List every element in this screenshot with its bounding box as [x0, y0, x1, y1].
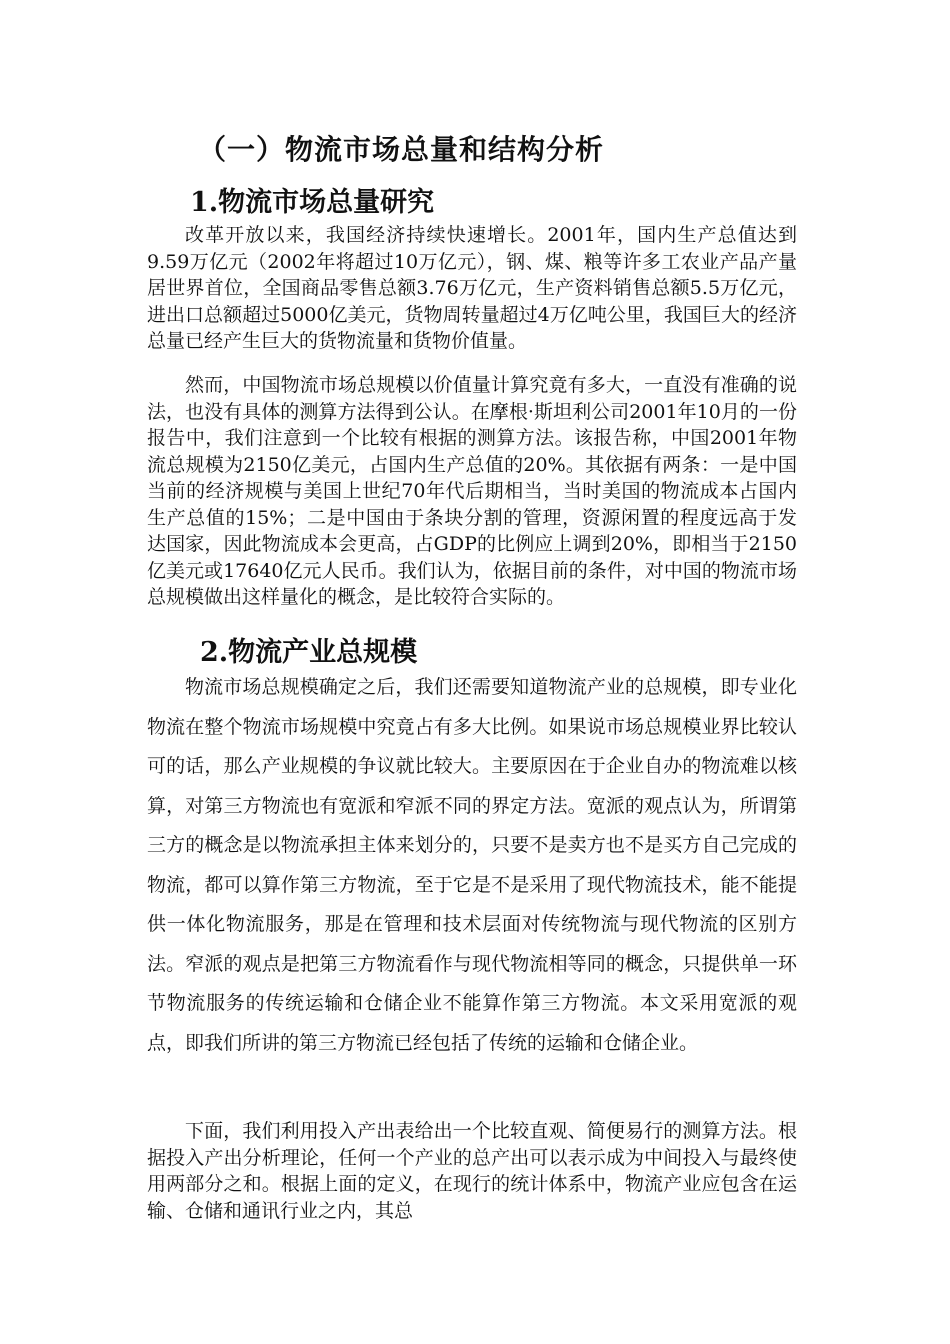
section-title: （一）物流市场总量和结构分析	[198, 133, 605, 166]
subsection-heading-1: 1.物流市场总量研究	[190, 187, 435, 218]
paragraph-industry-scale: 物流市场总规模确定之后，我们还需要知道物流产业的总规模，即专业化物流在整个物流市场规模中究竟占有多大比例。如果说市场总规模业界比较认可的话，那么产业规模的争议就比较大。主要原因在于企业自办的物流难以核算，对第三方物流也有宽派和窄派不同的界定方法。宽派的观点认为，所谓第三方的概念是以物流承担主体来划分的，只要不是卖方也不是买方自己完成的物流，都可以算作第三方物流，至于它是不是采用了现代物流技术，能不能提供一体化物流服务，那是在管理和技术层面对传统物流与现代物流的区别方法。窄派的观点是把第三方物流看作与现代物流相等同的概念，只提供单一环节物流服务的传统运输和仓储企业不能算作第三方物流。本文采用宽派的观点，即我们所讲的第三方物流已经包括了传统的运输和仓储企业。	[147, 676, 797, 1054]
paragraph-economic-growth: 改革开放以来，我国经济持续快速增长。2001年，国内生产总值达到9.59万亿元（2002年将超过10万亿元），钢、煤、粮等许多工农业产品产量居世界首位，全国商品零售总额3.76万亿元，生产资料销售总额5.5万亿元，进出口总额超过5000亿美元，货物周转量超过4万亿吨公里，我国巨大的经济总量已经产生巨大的货物流量和货物价值量。	[147, 224, 797, 352]
subsection-heading-2: 2.物流产业总规模	[200, 637, 418, 668]
paragraph-input-output-method: 下面，我们利用投入产出表给出一个比较直观、简便易行的测算方法。根据投入产出分析理论，任何一个产业的总产出可以表示成为中间投入与最终使用两部分之和。根据上面的定义，在现行的统计体系中，物流产业应包含在运输、仓储和通讯行业之内，其总	[147, 1120, 797, 1222]
paragraph-market-scale: 然而，中国物流市场总规模以价值量计算究竟有多大，一直没有准确的说法，也没有具体的测算方法得到公认。在摩根·斯坦利公司2001年10月的一份报告中，我们注意到一个比较有根据的测算方法。该报告称，中国2001年物流总规模为2150亿美元，占国内生产总值的20%。其依据有两条：一是中国当前的经济规模与美国上世纪70年代后期相当，当时美国的物流成本占国内生产总值的15%；二是中国由于条块分割的管理，资源闲置的程度远高于发达国家，因此物流成本会更高，占GDP的比例应上调到20%，即相当于2150亿美元或17640亿元人民币。我们认为，依据目前的条件，对中国的物流市场总规模做出这样量化的概念，是比较符合实际的。	[147, 374, 797, 608]
